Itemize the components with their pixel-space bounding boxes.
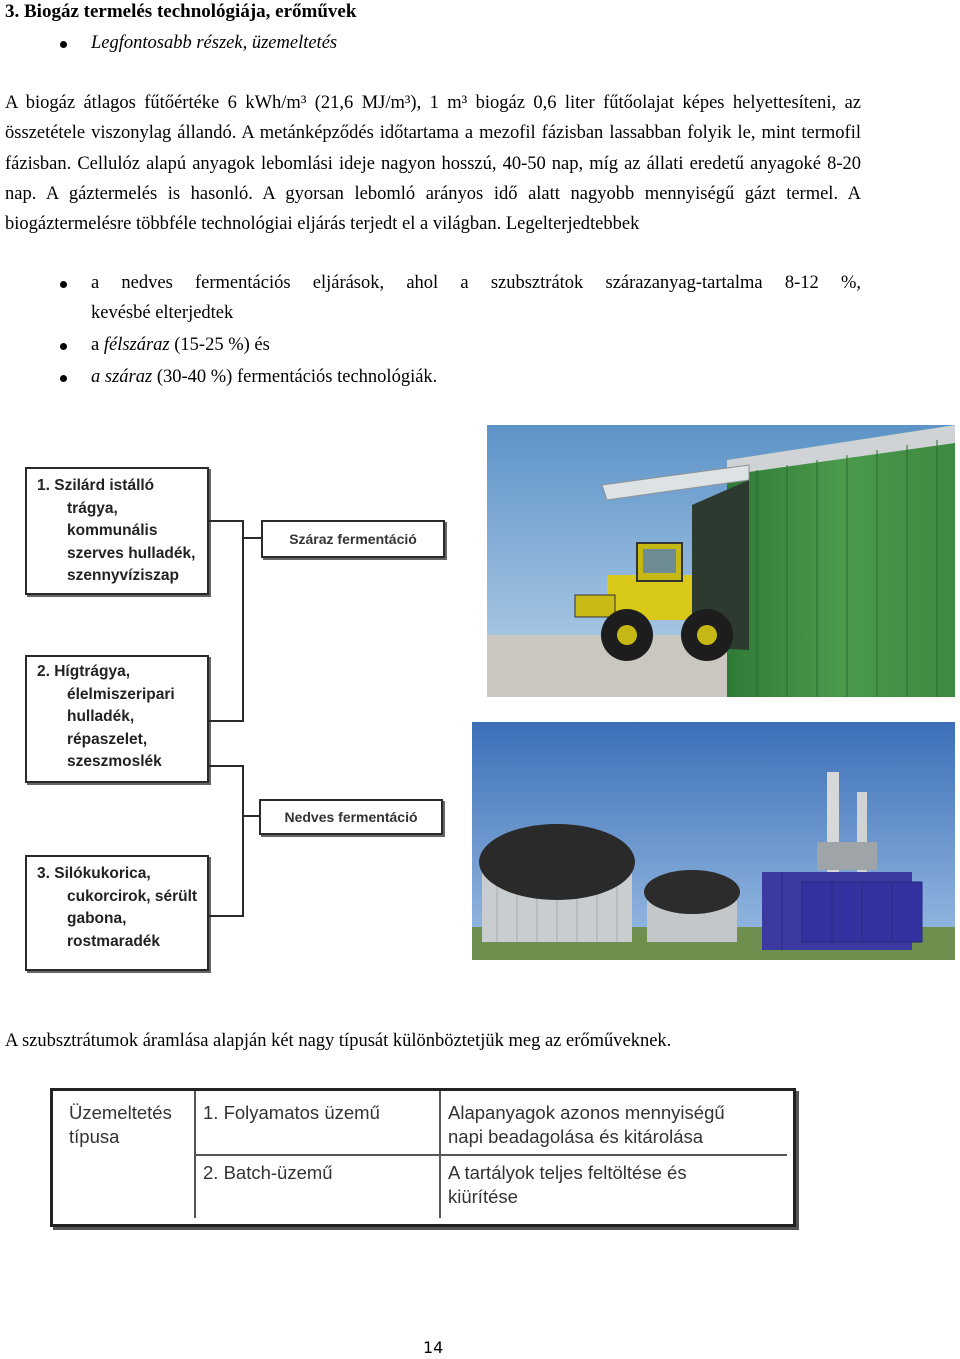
table-divider (194, 1154, 787, 1156)
photo-dry-fermentation-plant (487, 425, 955, 697)
bullet-icon (60, 41, 67, 48)
bullet-1-line-1: a nedves fermentációs eljárások, ahol a szubsztrátok szárazanyag-tartalma 8-12 %, (91, 273, 861, 293)
body-paragraph: A biogáz átlagos fűtőértéke 6 kWh/m³ (21,6 MJ/m³), 1 m³ biogáz 0,6 liter fűtőolajat képes helyettesíteni, az összetétele viszonylag állandó. A metánképződés időtartama a mezofil fázisban lassabban folyik le, mint termofil fázisban. Cellulóz alapú anyagok lebomlási ideje nagyon hosszú, 40-50 nap, míg az állati eredetű anyagoké 8-20 nap. A gáztermelés is hasonló. A gyorsan lebomló arányos idő alatt nagyobb mennyiségű gázt termel. A biogáztermelésre többféle technológiai eljárás terjedt el a világban. Legelterjedtebbek (5, 93, 861, 235)
connector-line (209, 765, 243, 767)
operation-type-table (50, 1088, 796, 1227)
table-header: Üzemeltetés típusa (69, 1102, 172, 1147)
table-cell-row1-type: 1. Folyamatos üzemű (203, 1102, 380, 1123)
caption-text: A szubsztrátumok áramlása alapján két nagy típusát különböztetjük meg az erőműveknek. (5, 1031, 672, 1051)
connector-line (242, 765, 244, 917)
table-cell-row1-desc: Alapanyagok azonos mennyiségű napi beadagolása és kitárolása (448, 1102, 725, 1147)
connector-line (209, 915, 243, 917)
substrate-box-solid: 1. Szilárd istálló trágya, kommunális szerves hulladék, szennyvíziszap (25, 467, 209, 595)
bullet-icon (60, 343, 67, 350)
biogas-plant-illustration (472, 722, 955, 960)
bullet-2: a félszáraz (15-25 %) és (91, 335, 270, 355)
bullet-1-line-2: kevésbé elterjedtek (91, 303, 234, 323)
connector-line (244, 537, 262, 539)
connector-line (209, 720, 243, 722)
table-cell-row2-type: 2. Batch-üzemű (203, 1162, 333, 1183)
section-heading: 3. Biogáz termelés technológiája, erőművek (5, 1, 357, 22)
bullet-3: a száraz (30-40 %) fermentációs technológiák. (91, 367, 438, 387)
subbullet-text: Legfontosabb részek, üzemeltetés (91, 33, 338, 53)
bullet-icon (60, 281, 67, 288)
connector-line (242, 520, 244, 722)
connector-line (209, 520, 243, 522)
substrate-box-liquid: 2. Hígtrágya, élelmiszeripari hulladék, répaszelet, szeszmoslék (25, 655, 209, 783)
wet-fermentation-label: Nedves fermentáció (259, 799, 443, 835)
page-number: 14 (423, 1338, 444, 1357)
photo-wet-fermentation-plant (472, 722, 955, 960)
bullet-icon (60, 375, 67, 382)
table-cell-row2-desc: A tartályok teljes feltöltése és kiürítése (448, 1162, 687, 1207)
loader-hall-illustration (487, 425, 955, 697)
substrate-box-crops: 3. Silókukorica, cukorcirok, sérült gabona, rostmaradék (25, 855, 209, 971)
dry-fermentation-label: Száraz fermentáció (261, 520, 445, 558)
